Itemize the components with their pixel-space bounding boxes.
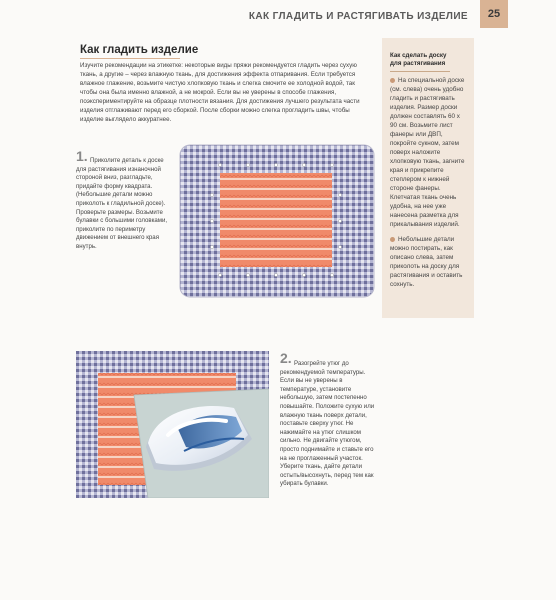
sidebar-box (382, 38, 474, 318)
photo-pinned-swatch (178, 143, 376, 299)
sidebar-title-line1: Как сделать доску (390, 52, 447, 59)
sidebar-title-line2: для растягивания (390, 60, 446, 67)
sidebar-paragraph-2-text: Небольшие детали можно постирать, как описано слева, затем приколоть на доску для растягивания и оставить сохнуть. (390, 236, 463, 288)
photo-ironing (76, 351, 269, 498)
sidebar-title (390, 52, 466, 68)
step-2-text: Разогрейте утюг до рекомендуемой температуры. Если вы не уверены в температуре, установите небольшую, затем постепенно повышайте. Положите сухую или влажную ткань поверх детали, поставьте сверху утюг. Не нажимайте на утюг слишком сильно. Не двигайте утюгом, просто поднимайте и ставьте его на не проглаженный участок. Уберите ткань, дайте детали остыть/высохнуть, перед тем как убирать булавки. (280, 360, 375, 488)
page-number-box (480, 0, 508, 28)
section-title: Как гладить изделие (80, 44, 199, 56)
sidebar-paragraph-2 (390, 235, 466, 289)
sidebar-paragraph-1-text: На специальной доске (см. слева) очень удобно гладить и растягивать изделия. Размер доски должен составлять 60 х 90 см. Возьмите лист фанеры или ДВП, покройте сукном, затем поверх наложите хлопковую ткань, загните края и прикрепите степлером к нижней стороне фанеры. Клетчатая ткань очень удобна, на нее уже нанесена разметка для прикалывания изделий. (390, 77, 465, 228)
sidebar-paragraph-1 (390, 76, 466, 229)
step-1-text: Приколите деталь к доске для растягивания изнаночной стороной вниз, разгладьте, придайте форму квадрата. (Небольшие детали можно приколоть к гладильной доске). Проверьте размеры. Возьмите булавки с большими головками, приколите по периметру движением от внешнего края внутрь. (76, 157, 168, 250)
sidebar-title-rule (390, 71, 450, 72)
step-1-number: 1. (76, 148, 88, 164)
running-head: КАК ГЛАДИТЬ И РАСТЯГИВАТЬ ИЗДЕЛИЕ (248, 11, 468, 22)
knitted-swatch (220, 173, 332, 267)
bullet-icon (390, 237, 395, 242)
title-underline (80, 58, 180, 59)
intro-paragraph: Изучите рекомендации на этикетке: некоторые виды пряжи рекомендуется гладить через сухую ткань, а другие – через влажную ткань, для достижения эффекта отпаривания. Если требуется влажное глажение, возьмите чистую хлопковую ткань и слегка смочите ее холодной водой, так чтобы она была именно влажной, а не мокрой. Если вы не уверены в способе глажения, поэкспериментируйте на образце плотности вязания. Для достижения лучшего результата части изделия отглаживают перед его сборкой. После сборки можно слегка прогладить швы, чтобы изделие выглядело аккуратнее. (80, 62, 360, 123)
page-number: 25 (487, 8, 501, 20)
bullet-icon (390, 78, 395, 83)
step-2-number: 2. (280, 350, 292, 366)
